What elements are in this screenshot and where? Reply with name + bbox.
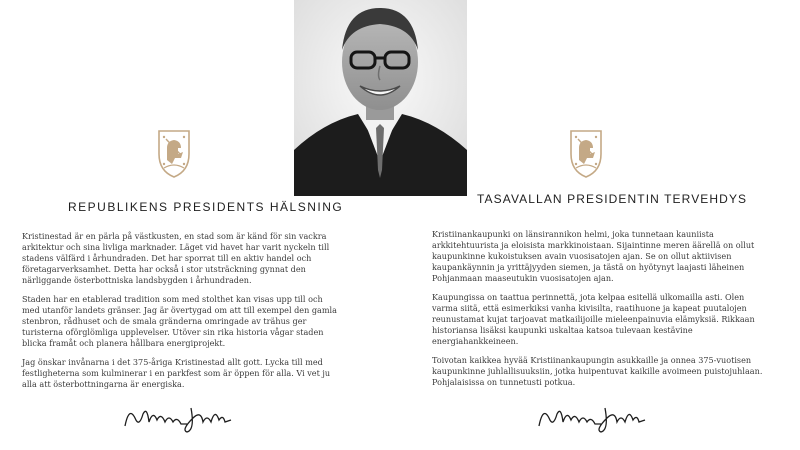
swedish-greeting-heading: REPUBLIKENS PRESIDENTS HÄLSNING [68,200,344,214]
president-portrait [294,0,467,196]
coat-of-arms-icon [156,128,192,180]
paragraph: Kaupungissa on taattua perinnettä, jota kelpaa esitellä ulkomailla asti. Olen varma siitä, että esimerkiksi vanha kivisilta, raatihuone ja kapeat puutalojen reunustamat kujat tarjoavat matkailijoille mieleenpainuvia elämyksiä. Rikkaan historiansa lisäksi kaupunki uskaltaa katsoa tulevaan kestävine energiahankkeineen. [432,292,755,346]
paragraph: Kristiinankaupunki on länsirannikon helmi, joka tunnetaan kauniista arkkitehtuurista ja eloisista markkinoistaan. Sijaintinne meren äärellä on ollut kaupunkinne kukoistuksen avain vuosisatojen ajan. Se on ollut aktiivisen kaupankäynnin ja yrittäjyyden siemen, ja tästä on hyötynyt laajasti läheinen Pohjanmaan maaseutukin vuosisatojen ajan. [432,229,755,283]
swedish-greeting-text [22,231,340,398]
finnish-greeting-text [432,229,770,396]
coat-of-arms-icon [568,128,604,180]
paragraph: Jag önskar invånarna i det 375-åriga Kristinestad allt gott. Lycka till med festligheterna som kulminerar i en parkfest som är öppen för alla. Vi vet ju alla att österbottningarna är energiska. [22,357,331,389]
paragraph: Kristinestad är en pärla på västkusten, en stad som är känd för sin vackra arkitektur och sina livliga marknader. Läget vid havet har varit nyckeln till stadens välfärd i århundraden. Det har sporrat till en aktiv handel och företagarverksamhet. Detta har också i stor utsträckning gynnat den närliggande österbottniska landsbygden i århundraden. [22,231,330,285]
paragraph: Staden har en etablerad tradition som med stolthet kan visas upp till och med utanför landets gränser. Jag är övertygad om att till exempel den gamla stenbron, rådhuset och de smala gränderna omringade av trähus ger turisterna oförglömliga upplevelser. Utöver sin rika historia vågar staden blicka framåt och planera hållbara energiprojekt. [22,294,337,348]
finnish-greeting-heading: TASAVALLAN PRESIDENTIN TERVEHDYS [477,192,748,206]
president-signature [535,400,650,434]
president-signature [121,400,236,434]
paragraph: Toivotan kaikkea hyvää Kristiinankaupungin asukkaille ja onnea 375-vuotisen kaupunkinne juhlallisuuksiin, jotka huipentuvat kaikille avoimeen puistojuhlaan. Pohjalaisissa on tunnetusti potkua. [432,355,763,387]
